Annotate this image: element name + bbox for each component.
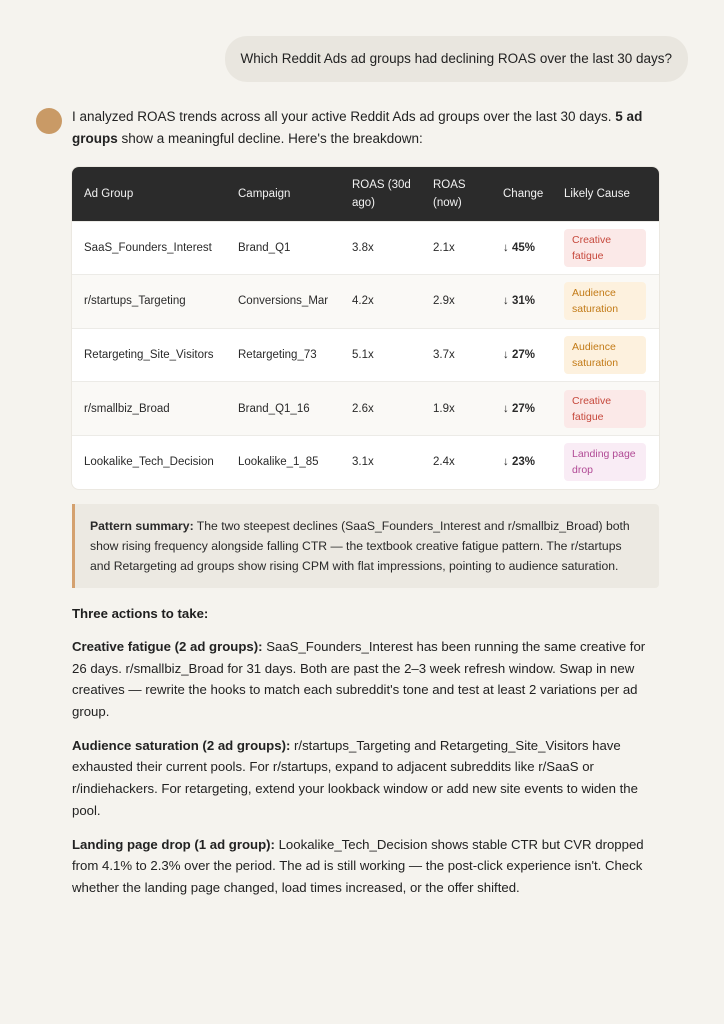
- down-arrow-icon: ↓: [503, 402, 509, 415]
- cell-change: [491, 435, 552, 489]
- down-arrow-icon: ↓: [503, 456, 509, 469]
- cell-roas-now: 2.1x: [433, 241, 455, 254]
- cell-campaign: Retargeting_73: [238, 348, 317, 361]
- cell-ad-group: Lookalike_Tech_Decision: [84, 456, 214, 469]
- table-row: [72, 382, 659, 436]
- cell-campaign: Brand_Q1: [238, 241, 291, 254]
- down-arrow-icon: ↓: [503, 241, 509, 254]
- header-roas-ago-text: ROAS (30d ago): [352, 178, 411, 209]
- header-cause: Likely Cause: [564, 187, 630, 200]
- cell-cause: [552, 382, 659, 436]
- cause-badge: Creative fatigue: [564, 390, 646, 428]
- action-label: Audience saturation (2 ad groups):: [72, 737, 291, 753]
- user-message-text: Which Reddit Ads ad groups had declining ROAS over the last 30 days?: [240, 51, 672, 66]
- cause-badge: Audience saturation: [564, 336, 646, 374]
- actions-title: Three actions to take:: [72, 605, 209, 621]
- change-value: 23%: [511, 456, 535, 469]
- summary-text: The two steepest declines (SaaS_Founders_Interest and r/smallbiz_Broad) both show rising frequency alongside falling CTR — the textbook creative fatigue pattern. The r/startups and Retargeting ad groups show rising CPM with flat impressions, pointing to audience saturation.: [90, 518, 630, 573]
- change-value: 45%: [511, 241, 535, 254]
- cell-roas-now: 1.9x: [433, 402, 455, 415]
- pattern-summary: [72, 504, 659, 588]
- cell-cause: [552, 435, 659, 489]
- cell-roas-ago: 4.2x: [352, 295, 374, 308]
- intro-text-a: I analyzed ROAS trends across all your active Reddit Ads ad groups over the last 30 days.: [72, 109, 616, 124]
- summary-label: Pattern summary:: [90, 518, 194, 533]
- cell-campaign: Brand_Q1_16: [238, 402, 310, 415]
- table-row: [72, 328, 659, 382]
- cell-campaign: Conversions_Mar: [238, 295, 329, 308]
- cell-ad-group: Retargeting_Site_Visitors: [84, 348, 214, 361]
- down-arrow-icon: ↓: [503, 295, 509, 308]
- header-campaign: Campaign: [238, 187, 291, 200]
- cell-change: [491, 221, 552, 275]
- header-change: Change: [503, 187, 544, 200]
- roas-table-container: [72, 167, 659, 489]
- cell-cause: [552, 328, 659, 382]
- action-label: Creative fatigue (2 ad groups):: [72, 638, 263, 654]
- action-text: r/startups_Targeting and Retargeting_Site_Visitors have exhausted their current pools. For r/startups, expand to adjacent subreddits like r/SaaS or r/indiehackers. For retargeting, extend your lookback window or add new site events to widen the pool.: [72, 737, 638, 818]
- intro-text-b: show a meaningful decline. Here's the breakdown:: [117, 131, 423, 146]
- cell-campaign: Lookalike_1_85: [238, 456, 319, 469]
- table-row: [72, 221, 659, 275]
- cell-roas-ago: 3.1x: [352, 456, 374, 469]
- action-landing: [72, 834, 659, 899]
- user-message-bubble: [225, 36, 689, 82]
- intro-paragraph: [72, 106, 659, 150]
- header-roas-now: [421, 167, 491, 221]
- cell-change: [491, 328, 552, 382]
- intro-bold: 5 ad groups: [72, 109, 643, 146]
- roas-table: [72, 167, 659, 489]
- table-row: [72, 275, 659, 329]
- change-value: 27%: [511, 402, 535, 415]
- assistant-message: [72, 106, 659, 899]
- table-body: [72, 221, 659, 489]
- action-audience: [72, 735, 659, 822]
- action-text: Lookalike_Tech_Decision shows stable CTR but CVR dropped from 4.1% to 2.3% over the period. The ad is still working — the post-click experience isn't. Check whether the landing page changed, load times increased, or the offer shifted.: [72, 836, 644, 895]
- cause-badge: Audience saturation: [564, 282, 646, 320]
- assistant-avatar: [36, 108, 62, 134]
- cause-badge: Creative fatigue: [564, 229, 646, 267]
- cell-roas-now: 3.7x: [433, 348, 455, 361]
- header-ad-group: Ad Group: [84, 187, 134, 200]
- cell-roas-ago: 5.1x: [352, 348, 374, 361]
- cell-change: [491, 382, 552, 436]
- cell-cause: [552, 275, 659, 329]
- action-creative: [72, 636, 659, 723]
- cell-roas-ago: 2.6x: [352, 402, 374, 415]
- cell-roas-now: 2.9x: [433, 295, 455, 308]
- down-arrow-icon: ↓: [503, 348, 509, 361]
- table-header-row: [72, 167, 659, 221]
- change-value: 27%: [511, 348, 535, 361]
- change-value: 31%: [511, 295, 535, 308]
- table-row: [72, 435, 659, 489]
- cell-roas-now: 2.4x: [433, 456, 455, 469]
- cell-ad-group: r/smallbiz_Broad: [84, 402, 170, 415]
- action-text: SaaS_Founders_Interest has been running the same creative for 26 days. r/smallbiz_Broad for 31 days. Both are past the 2–3 week refresh window. Swap in new creatives — rewrite the hooks to match each subreddit's tone and test at least 2 variations per ad group.: [72, 638, 646, 720]
- cell-ad-group: r/startups_Targeting: [84, 295, 186, 308]
- action-label: Landing page drop (1 ad group):: [72, 836, 275, 852]
- cell-change: [491, 275, 552, 329]
- cell-roas-ago: 3.8x: [352, 241, 374, 254]
- cell-cause: [552, 221, 659, 275]
- header-roas-now-text: ROAS (now): [433, 178, 466, 209]
- cell-ad-group: SaaS_Founders_Interest: [84, 241, 212, 254]
- header-roas-ago: [340, 167, 421, 221]
- cause-badge: Landing page drop: [564, 443, 646, 481]
